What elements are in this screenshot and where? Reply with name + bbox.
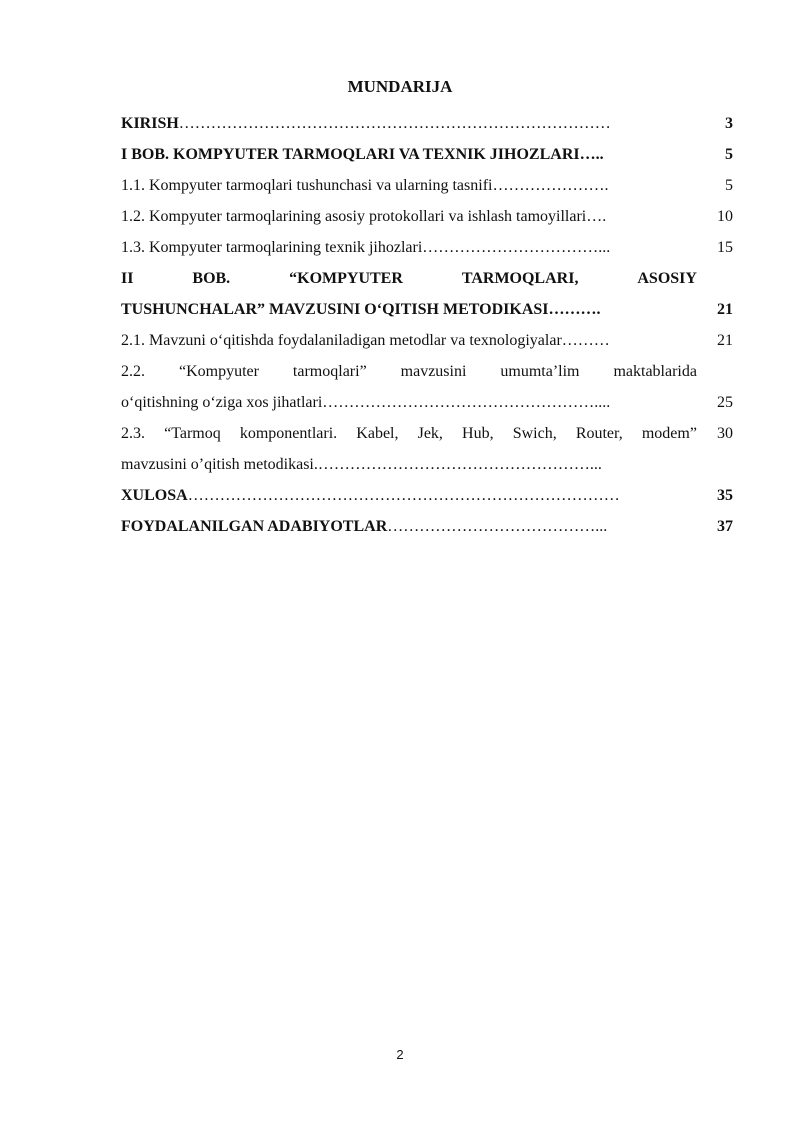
- toc-entry-text: I BOB. KOMPYUTER TARMOQLARI VA TEXNIK JIHOZLARI…..: [121, 146, 604, 163]
- toc-entry-line-2: o‘qitishning o‘ziga xos jihatlari……………………………………………....: [121, 394, 611, 411]
- toc-entry-references[interactable]: [121, 511, 733, 542]
- toc-page-number: 5: [725, 177, 733, 194]
- toc-entry-line-1: II BOB. “KOMPYUTER TARMOQLARI, ASOSIY: [121, 270, 697, 287]
- toc-entry-text: FOYDALANILGAN ADABIYOTLAR…………………………………...: [121, 518, 608, 535]
- toc-entry-xulosa[interactable]: [121, 480, 733, 511]
- toc-entry-line-1: 2.3. “Tarmoq komponentlari. Kabel, Jek, Hub, Swich, Router, modem”: [121, 425, 697, 442]
- toc-page-number: 21: [717, 332, 733, 349]
- toc-page-number: 10: [717, 208, 733, 225]
- toc-entry-text: [121, 263, 697, 325]
- toc-entry-1-2[interactable]: [121, 201, 733, 232]
- toc-entry-chapter-1[interactable]: [121, 139, 733, 170]
- toc-entry-text: [121, 356, 697, 418]
- toc-entry-text: 1.1. Kompyuter tarmoqlari tushunchasi va ularning tasnifi………………….: [121, 177, 609, 194]
- toc-entry-line-2: mavzusini o’qitish metodikasi.……………………………………………...: [121, 456, 602, 473]
- page-number: 2: [396, 1047, 404, 1062]
- toc-page-number: 25: [717, 394, 733, 411]
- toc-entry-1-3[interactable]: [121, 232, 733, 263]
- toc-entry-1-1[interactable]: [121, 170, 733, 201]
- toc-page-number: 35: [717, 487, 733, 504]
- toc-page-number: 21: [717, 301, 733, 318]
- toc-entry-2-2[interactable]: [121, 356, 733, 418]
- toc-entry-text: [121, 418, 697, 480]
- toc-entry-text: 1.3. Kompyuter tarmoqlarining texnik jihozlari……………………………...: [121, 239, 611, 256]
- toc-page-number: 5: [725, 146, 733, 163]
- toc-entry-2-1[interactable]: [121, 325, 733, 356]
- toc-page-number: 30: [717, 425, 733, 442]
- toc-entry-text: 2.1. Mavzuni o‘qitishda foydalaniladigan metodlar va texnologiyalar………: [121, 332, 610, 349]
- toc-entry-line-1: 2.2. “Kompyuter tarmoqlari” mavzusini umumta’lim maktablarida: [121, 363, 697, 380]
- toc-title: MUNDARIJA: [347, 77, 453, 96]
- toc-entry-2-3[interactable]: [121, 418, 733, 480]
- toc-page-number: 37: [717, 518, 733, 535]
- toc-entry-line-2: TUSHUNCHALAR” MAVZUSINI O‘QITISH METODIKASI……….: [121, 301, 601, 318]
- toc-entry-text: KIRISH………………………………………………………………………: [121, 115, 611, 132]
- toc-page-number: 15: [717, 239, 733, 256]
- table-of-contents: [121, 108, 733, 542]
- toc-entry-kirish[interactable]: [121, 108, 733, 139]
- toc-entry-text: XULOSA………………………………………………………………………: [121, 487, 620, 504]
- toc-entry-chapter-2[interactable]: [121, 263, 733, 325]
- toc-page-number: 3: [725, 115, 733, 132]
- toc-entry-text: 1.2. Kompyuter tarmoqlarining asosiy protokollari va ishlash tamoyillari….: [121, 208, 607, 225]
